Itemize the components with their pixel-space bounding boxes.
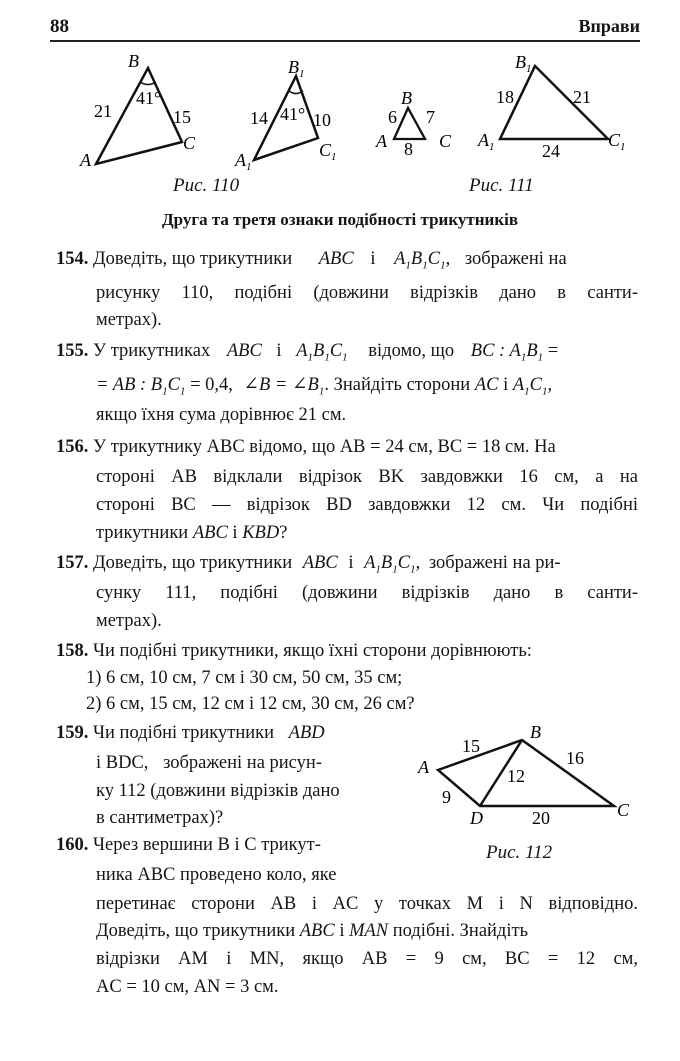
side-length: 16 [566, 748, 584, 768]
exercise-159-line: ку 112 (довжини відрізків дано [96, 781, 340, 801]
exercise-159-line: і BDC, зображені на рисун- [96, 753, 322, 773]
triangle-a1b1c1 [234, 57, 337, 173]
triangle-abc [79, 51, 196, 170]
exercise-154-line: метрах). [96, 310, 162, 330]
page-number: 88 [50, 16, 69, 37]
exercise-156-line: трикутники ABC і KBD? [96, 523, 288, 543]
vertex-label: B [128, 51, 139, 71]
triangle-a1b1c1 [477, 52, 626, 161]
figure-caption: Рис. 110 [173, 175, 240, 196]
vertex-label: $B_1$ [515, 52, 532, 75]
side-length: 18 [496, 87, 514, 107]
exercise-158-line: 1) 6 см, 10 см, 7 см і 30 см, 50 см, 35 см; [86, 668, 403, 688]
exercise-154-line: рисунку 110, подібні (довжини відрізків дано в санти- [96, 283, 638, 303]
exercise-155-line: якщо їхня сума дорівнює 21 см. [96, 405, 347, 425]
exercise-155-line: 155. У трикутниках ABC і $A_1B_1C_1$ відомо, що BC : $A_1B_1$ = [56, 341, 559, 364]
side-length: 6 [388, 107, 397, 127]
page-header [50, 16, 640, 42]
exercise-160-line: AC = 10 см, AN = 3 см. [96, 977, 279, 997]
vertex-label: $C_1$ [319, 140, 337, 163]
figure-112 [400, 720, 640, 830]
side-length: 10 [313, 110, 331, 130]
exercise-156-line: стороні AB відклали відрізок BK завдовжки 16 см, а на [96, 467, 638, 487]
vertex-label: C [183, 133, 196, 153]
exercise-154-line: 154. Доведіть, що трикутники ABC і $A_1B_1C_1$, зображені на [56, 249, 567, 272]
figure-110 [70, 48, 360, 178]
vertex-label: B [401, 88, 412, 108]
vertex-label: $A_1$ [235, 150, 252, 173]
vertex-label: $C_1$ [608, 130, 626, 153]
figure-caption: Рис. 112 [486, 842, 553, 863]
angle-label: 41° [136, 88, 162, 108]
side-length: 7 [426, 107, 435, 127]
side-length: 24 [542, 141, 560, 161]
side-length: 15 [462, 736, 480, 756]
exercise-160-line: Доведіть, що трикутники ABC і MAN подібні. Знайдіть [96, 921, 529, 941]
side-length: 21 [94, 101, 112, 121]
exercise-160-line: відрізки AM і MN, якщо AB = 9 см, BC = 12 см, [96, 949, 638, 969]
exercise-160-line: ника ABC проведено коло, яке [96, 865, 337, 885]
side-length: 8 [404, 139, 413, 159]
figure-caption: Рис. 111 [469, 175, 534, 196]
vertex-label: $A_1$ [478, 130, 495, 153]
exercise-156-line: стороні BC — відрізок BD завдовжки 12 см. Чи подібні [96, 495, 638, 515]
exercise-157-line: метрах). [96, 611, 162, 631]
side-length: 12 [507, 766, 525, 786]
exercise-157-line: сунку 111, подібні (довжини відрізків дано в санти- [96, 583, 638, 603]
exercise-160-line: перетинає сторони AB і AC у точках M і N відповідно. [96, 894, 638, 914]
section-subheading: Друга та третя ознаки подібності трикутників [161, 210, 519, 229]
exercise-156-line: 156. У трикутнику ABC відомо, що AB = 24 см, BC = 18 см. На [56, 437, 556, 457]
exercise-157-line: 157. Доведіть, що трикутники ABC і $A_1B_1C_1$, зображені на ри- [56, 553, 561, 576]
vertex-label: C [439, 131, 452, 151]
angle-label: 41° [280, 104, 306, 124]
exercise-160-line: 160. Через вершини B і C трикут- [56, 835, 321, 855]
side-length: 20 [532, 808, 550, 828]
side-length: 21 [573, 87, 591, 107]
exercise-158-line: 158. Чи подібні трикутники, якщо їхні сторони дорівнюють: [56, 641, 532, 661]
exercise-158-line: 2) 6 см, 15 см, 12 см і 12 см, 30 см, 26 см? [86, 694, 415, 714]
exercise-159-line: в сантиметрах)? [96, 808, 224, 828]
exercise-159-line: 159. Чи подібні трикутники ABD [56, 723, 325, 743]
exercise-155-line: = AB : $B_1C_1 = 0,4$, ∠B = $\angle B_1$. Знайдіть сторони AC і $A_1C_1$, [96, 375, 553, 398]
section-title: Вправи [578, 16, 640, 36]
vertex-label: C [617, 800, 630, 820]
triangle-abc [375, 88, 452, 159]
side-length: 9 [442, 787, 451, 807]
side-length: 15 [173, 107, 191, 127]
vertex-label: A [418, 757, 429, 777]
vertex-label: D [470, 808, 483, 828]
vertex-label: A [376, 131, 387, 151]
vertex-label: $B_1$ [288, 57, 305, 80]
side-length: 14 [250, 108, 268, 128]
figure-111 [370, 50, 640, 160]
vertex-label: A [80, 150, 91, 170]
vertex-label: B [530, 722, 541, 742]
